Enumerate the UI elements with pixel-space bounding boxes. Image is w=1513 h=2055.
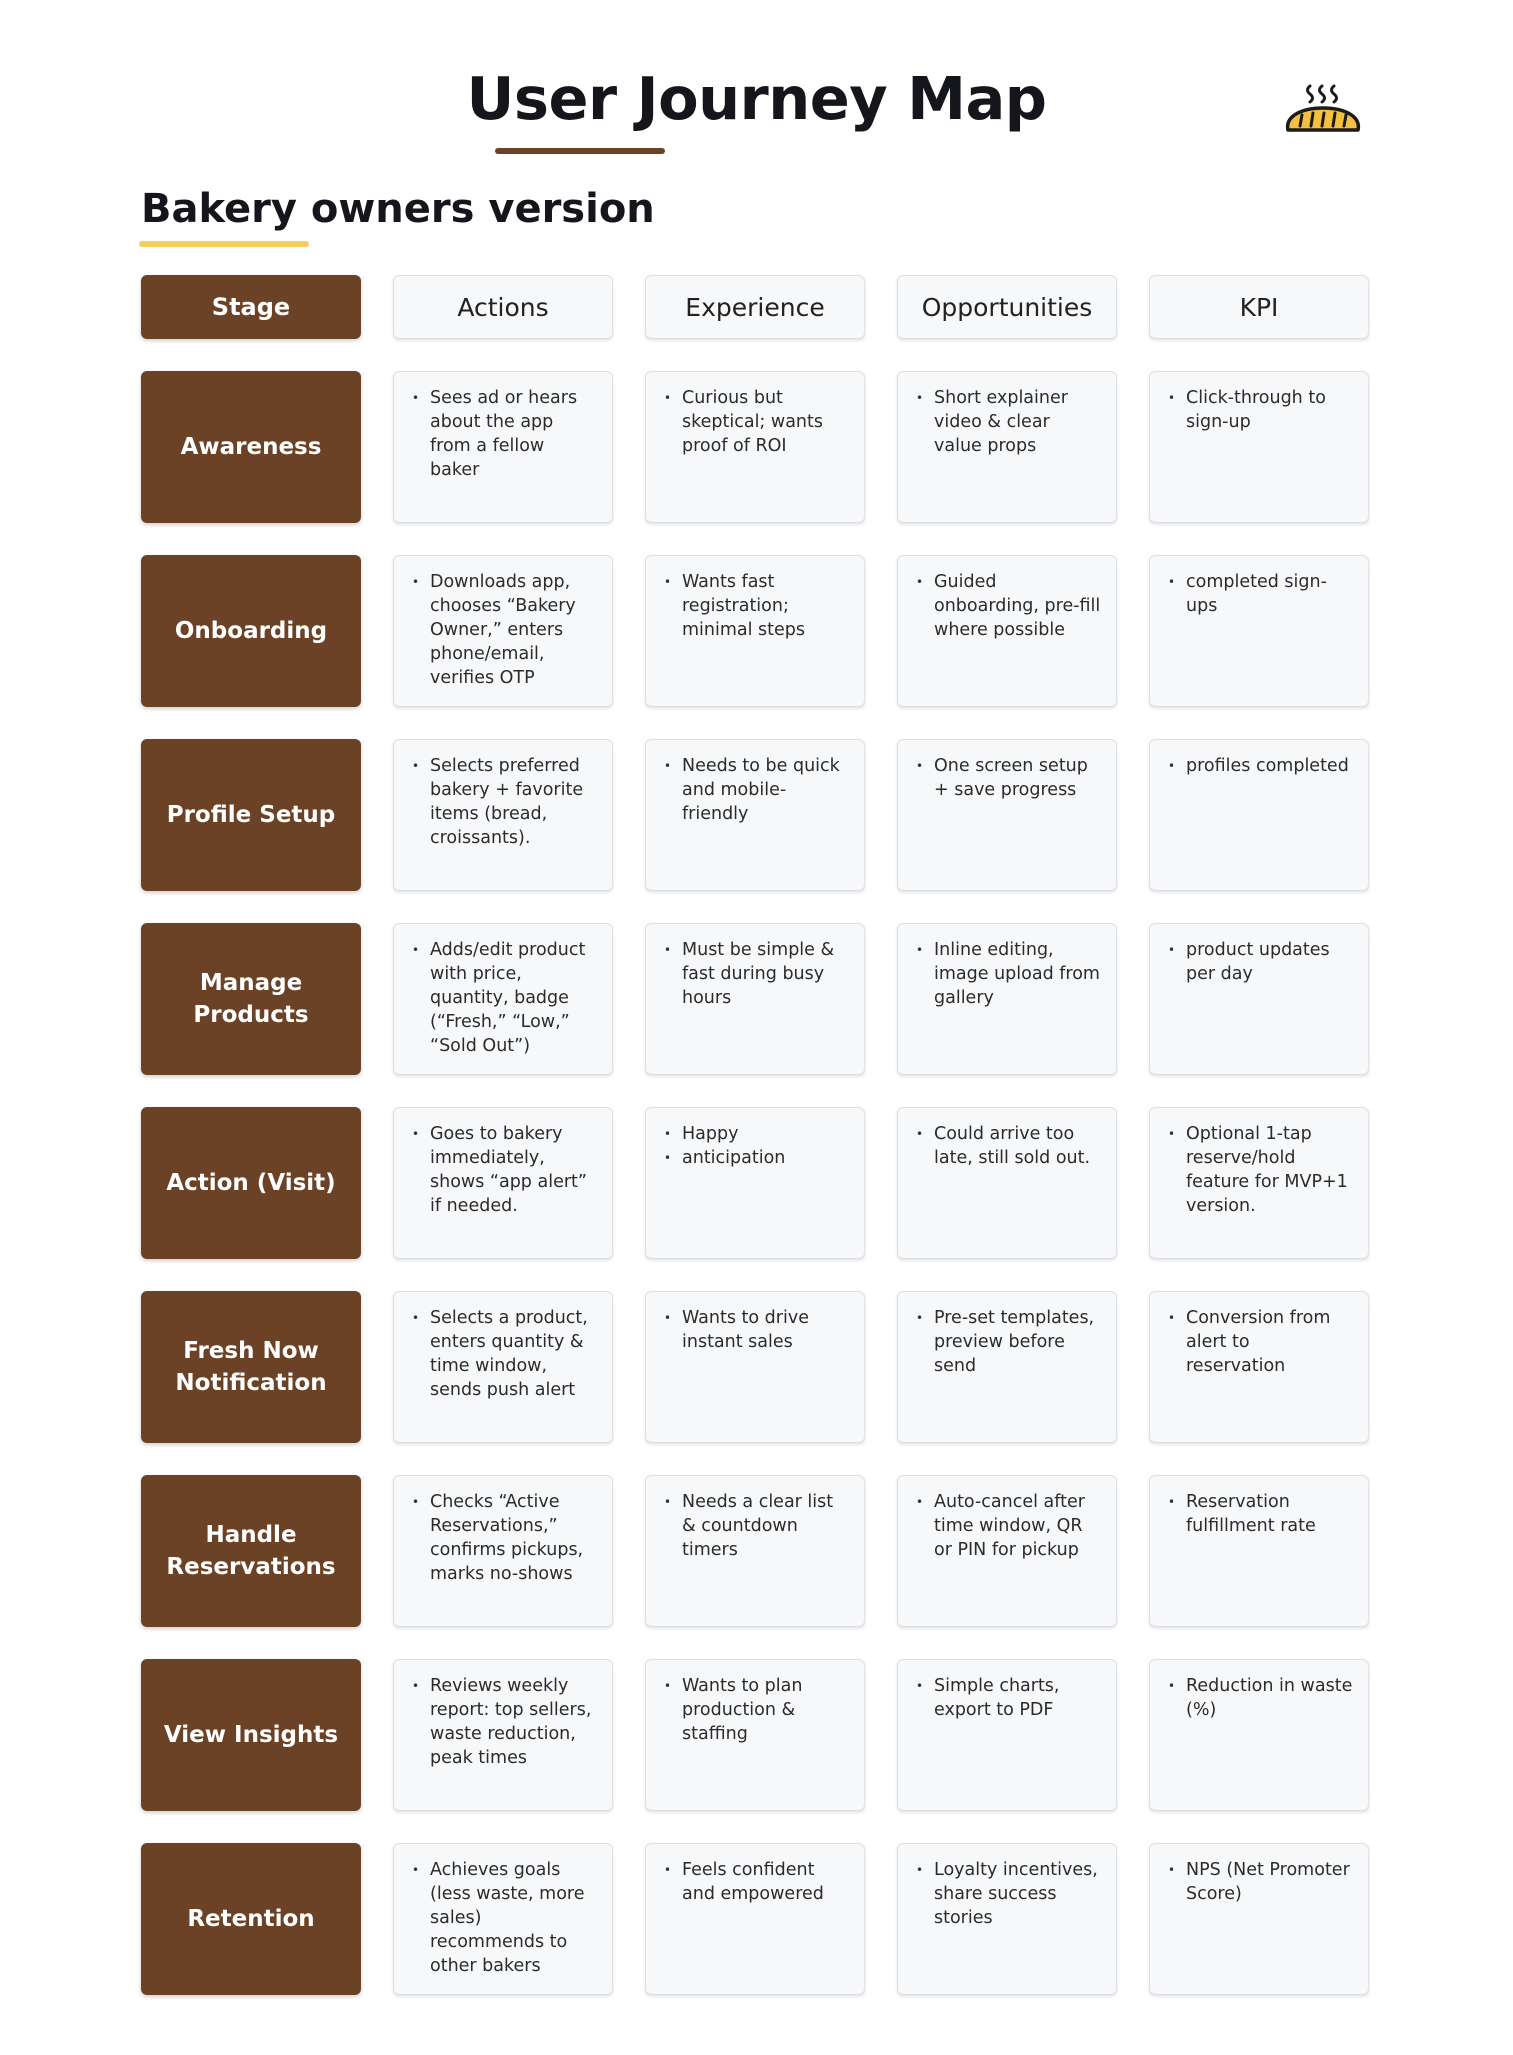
actions-list bbox=[412, 386, 598, 482]
bullet-item: • Needs to be quick and mobile-friendly bbox=[664, 754, 850, 826]
opportunities-list bbox=[916, 1490, 1102, 1562]
bullet-item: • Pre-set templates, preview before send bbox=[916, 1306, 1102, 1378]
opportunities-cell bbox=[897, 1291, 1117, 1443]
title-underline bbox=[495, 148, 665, 154]
actions-list bbox=[412, 1490, 598, 1586]
stage-cell: Manage Products bbox=[141, 923, 361, 1075]
actions-cell bbox=[393, 1107, 613, 1259]
actions-cell bbox=[393, 555, 613, 707]
opportunities-cell bbox=[897, 1659, 1117, 1811]
actions-cell bbox=[393, 739, 613, 891]
experience-cell bbox=[645, 1475, 865, 1627]
kpi-list bbox=[1168, 1490, 1354, 1538]
actions-list bbox=[412, 1674, 598, 1770]
opportunities-list bbox=[916, 1858, 1102, 1930]
stage-cell: Handle Reservations bbox=[141, 1475, 361, 1627]
kpi-cell bbox=[1149, 1843, 1369, 1995]
bullet-item: • Wants to drive instant sales bbox=[664, 1306, 850, 1354]
bullet-item: • Checks “Active Reservations,” confirms pickups, marks no-shows bbox=[412, 1490, 598, 1586]
actions-cell bbox=[393, 923, 613, 1075]
opportunities-list bbox=[916, 1306, 1102, 1378]
kpi-cell bbox=[1149, 1475, 1369, 1627]
bullet-item: • Achieves goals (less waste, more sales) recommends to other bakers bbox=[412, 1858, 598, 1978]
opportunities-cell bbox=[897, 555, 1117, 707]
bullet-item: • anticipation bbox=[664, 1146, 850, 1170]
actions-list bbox=[412, 754, 598, 850]
bullet-item: • Goes to bakery immediately, shows “app alert” if needed. bbox=[412, 1122, 598, 1218]
bullet-item: • Reservation fulfillment rate bbox=[1168, 1490, 1354, 1538]
bullet-item: • Simple charts, export to PDF bbox=[916, 1674, 1102, 1722]
bullet-item: • Reviews weekly report: top sellers, waste reduction, peak times bbox=[412, 1674, 598, 1770]
bullet-item: • Wants fast registration; minimal steps bbox=[664, 570, 850, 642]
bullet-item: • completed sign-ups bbox=[1168, 570, 1354, 618]
opportunities-cell bbox=[897, 1843, 1117, 1995]
kpi-cell bbox=[1149, 923, 1369, 1075]
kpi-list bbox=[1168, 938, 1354, 986]
experience-list bbox=[664, 570, 850, 642]
stage-cell: View Insights bbox=[141, 1659, 361, 1811]
kpi-cell bbox=[1149, 1291, 1369, 1443]
bullet-item: • Downloads app, chooses “Bakery Owner,” enters phone/email, verifies OTP bbox=[412, 570, 598, 690]
opportunities-cell bbox=[897, 1475, 1117, 1627]
column-header-stage: Stage bbox=[141, 275, 361, 339]
kpi-list bbox=[1168, 386, 1354, 434]
bullet-item: • Curious but skeptical; wants proof of ROI bbox=[664, 386, 850, 458]
stage-cell: Fresh Now Notification bbox=[141, 1291, 361, 1443]
bullet-item: • Happy bbox=[664, 1122, 850, 1146]
experience-list bbox=[664, 754, 850, 826]
bullet-item: • Optional 1-tap reserve/hold feature for MVP+1 version. bbox=[1168, 1122, 1354, 1218]
page-title: User Journey Map bbox=[466, 64, 1047, 133]
bullet-item: • Inline editing, image upload from gallery bbox=[916, 938, 1102, 1010]
opportunities-cell bbox=[897, 923, 1117, 1075]
experience-cell bbox=[645, 1659, 865, 1811]
opportunities-list bbox=[916, 386, 1102, 458]
bullet-item: • Needs a clear list & countdown timers bbox=[664, 1490, 850, 1562]
bullet-item: • Reduction in waste (%) bbox=[1168, 1674, 1354, 1722]
bullet-item: • Sees ad or hears about the app from a fellow baker bbox=[412, 386, 598, 482]
bullet-item: • Conversion from alert to reservation bbox=[1168, 1306, 1354, 1378]
bullet-item: • Auto-cancel after time window, QR or PIN for pickup bbox=[916, 1490, 1102, 1562]
opportunities-cell bbox=[897, 1107, 1117, 1259]
actions-cell bbox=[393, 371, 613, 523]
section-subtitle: Bakery owners version bbox=[141, 186, 655, 232]
kpi-list bbox=[1168, 1858, 1354, 1906]
experience-cell bbox=[645, 1843, 865, 1995]
opportunities-list bbox=[916, 754, 1102, 802]
experience-cell bbox=[645, 1107, 865, 1259]
bullet-item: • Loyalty incentives, share success stories bbox=[916, 1858, 1102, 1930]
opportunities-list bbox=[916, 1122, 1102, 1170]
experience-list bbox=[664, 1674, 850, 1746]
column-header-actions: Actions bbox=[393, 275, 613, 339]
kpi-list bbox=[1168, 570, 1354, 618]
bullet-item: • Selects preferred bakery + favorite items (bread, croissants). bbox=[412, 754, 598, 850]
bullet-item: • profiles completed bbox=[1168, 754, 1354, 778]
experience-cell bbox=[645, 555, 865, 707]
stage-cell: Action (Visit) bbox=[141, 1107, 361, 1259]
actions-cell bbox=[393, 1659, 613, 1811]
kpi-list bbox=[1168, 754, 1354, 778]
actions-list bbox=[412, 1306, 598, 1402]
kpi-cell bbox=[1149, 739, 1369, 891]
experience-cell bbox=[645, 1291, 865, 1443]
experience-cell bbox=[645, 371, 865, 523]
experience-list bbox=[664, 1122, 850, 1170]
experience-list bbox=[664, 938, 850, 1010]
experience-list bbox=[664, 1306, 850, 1354]
kpi-list bbox=[1168, 1674, 1354, 1722]
bullet-item: • Adds/edit product with price, quantity, badge (“Fresh,” “Low,” “Sold Out”) bbox=[412, 938, 598, 1058]
bullet-item: • NPS (Net Promoter Score) bbox=[1168, 1858, 1354, 1906]
journey-map-grid bbox=[141, 275, 1369, 1995]
stage-cell: Retention bbox=[141, 1843, 361, 1995]
bullet-item: • Selects a product, enters quantity & time window, sends push alert bbox=[412, 1306, 598, 1402]
column-header-experience: Experience bbox=[645, 275, 865, 339]
bullet-item: • Short explainer video & clear value props bbox=[916, 386, 1102, 458]
bullet-item: • Wants to plan production & staffing bbox=[664, 1674, 850, 1746]
bullet-item: • Could arrive too late, still sold out. bbox=[916, 1122, 1102, 1170]
stage-cell: Onboarding bbox=[141, 555, 361, 707]
bullet-item: • Must be simple & fast during busy hours bbox=[664, 938, 850, 1010]
opportunities-list bbox=[916, 1674, 1102, 1722]
actions-list bbox=[412, 938, 598, 1058]
stage-cell: Awareness bbox=[141, 371, 361, 523]
kpi-list bbox=[1168, 1122, 1354, 1218]
bullet-item: • Feels confident and empowered bbox=[664, 1858, 850, 1906]
kpi-list bbox=[1168, 1306, 1354, 1378]
actions-list bbox=[412, 570, 598, 690]
opportunities-list bbox=[916, 570, 1102, 642]
kpi-cell bbox=[1149, 371, 1369, 523]
column-header-kpi: KPI bbox=[1149, 275, 1369, 339]
bread-icon bbox=[1282, 82, 1364, 140]
experience-list bbox=[664, 1858, 850, 1906]
experience-cell bbox=[645, 739, 865, 891]
experience-list bbox=[664, 386, 850, 458]
kpi-cell bbox=[1149, 1659, 1369, 1811]
kpi-cell bbox=[1149, 1107, 1369, 1259]
actions-cell bbox=[393, 1475, 613, 1627]
subtitle-underline bbox=[139, 241, 309, 247]
actions-list bbox=[412, 1858, 598, 1978]
bullet-item: • Click-through to sign-up bbox=[1168, 386, 1354, 434]
bullet-item: • One screen setup + save progress bbox=[916, 754, 1102, 802]
opportunities-cell bbox=[897, 371, 1117, 523]
experience-list bbox=[664, 1490, 850, 1562]
stage-cell: Profile Setup bbox=[141, 739, 361, 891]
column-header-opportunities: Opportunities bbox=[897, 275, 1117, 339]
actions-cell bbox=[393, 1291, 613, 1443]
bullet-item: • product updates per day bbox=[1168, 938, 1354, 986]
experience-cell bbox=[645, 923, 865, 1075]
bullet-item: • Guided onboarding, pre-fill where possible bbox=[916, 570, 1102, 642]
actions-cell bbox=[393, 1843, 613, 1995]
opportunities-cell bbox=[897, 739, 1117, 891]
opportunities-list bbox=[916, 938, 1102, 1010]
kpi-cell bbox=[1149, 555, 1369, 707]
actions-list bbox=[412, 1122, 598, 1218]
